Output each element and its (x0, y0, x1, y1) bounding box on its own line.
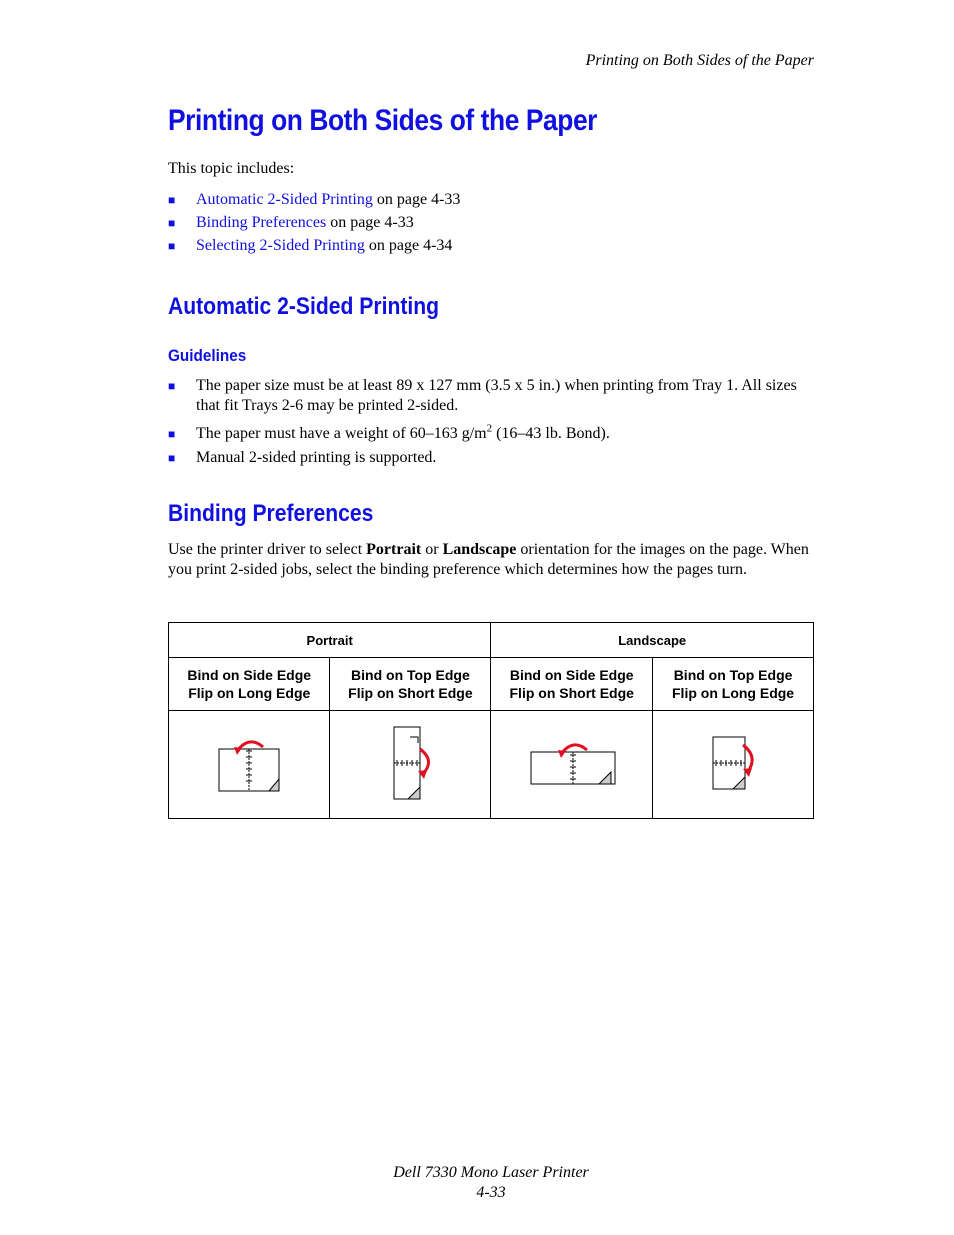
square-bullet-icon: ■ (168, 193, 176, 207)
toc-link-binding[interactable]: Binding Preferences (196, 214, 327, 231)
toc-list (168, 190, 814, 256)
page-content (168, 100, 814, 819)
section-heading-binding: Binding Preferences (168, 500, 374, 527)
icon-cell (491, 711, 653, 819)
landscape-side-bind-icon (527, 738, 617, 788)
square-bullet-icon: ■ (168, 239, 176, 253)
square-bullet-icon: ■ (168, 379, 176, 393)
subheading-guidelines: Guidelines (168, 346, 247, 365)
square-bullet-icon: ■ (168, 451, 176, 465)
square-bullet-icon: ■ (168, 216, 176, 230)
icon-cell (169, 711, 330, 819)
footer-page-number: 4-33 (476, 1184, 506, 1201)
icon-cell (330, 711, 491, 819)
guidelines-list (168, 376, 814, 468)
portrait-side-bind-icon (209, 733, 289, 793)
col-header: Bind on Top Edge Flip on Short Edge (330, 658, 491, 711)
icon-cell (653, 711, 814, 819)
running-head: Printing on Both Sides of the Paper (585, 52, 814, 69)
intro-text: This topic includes: (168, 160, 295, 177)
guideline-item: ■ The paper size must be at least 89 x 127 mm (3.5 x 5 in.) when printing from Tray 1. All sizes that fit Trays 2-6 may be printed 2-sided. (168, 377, 797, 414)
toc-link-selecting[interactable]: Selecting 2-Sided Printing (196, 237, 365, 254)
page-title: Printing on Both Sides of the Paper (168, 104, 598, 137)
section-heading-automatic: Automatic 2-Sided Printing (168, 293, 440, 320)
square-bullet-icon: ■ (168, 427, 176, 441)
header-portrait: Portrait (169, 623, 491, 658)
toc-item: ■ Automatic 2-Sided Printing on page 4-33 (168, 191, 461, 208)
header-landscape: Landscape (491, 623, 814, 658)
guideline-item: ■ The paper must have a weight of 60–163 $g/m^2$ (16–43 lb. Bond). (168, 422, 610, 442)
toc-item: ■ Binding Preferences on page 4-33 (168, 214, 414, 231)
binding-table (168, 622, 814, 819)
landscape-top-bind-icon (703, 733, 763, 793)
toc-item: ■ Selecting 2-Sided Printing on page 4-34 (168, 237, 453, 254)
footer-product: Dell 7330 Mono Laser Printer (393, 1164, 589, 1181)
guideline-item: ■ Manual 2-sided printing is supported. (168, 449, 437, 466)
binding-paragraph: Use the printer driver to select Portrait or Landscape orientation for the images on the page. When you print 2-sided jobs, select the binding preference which determines how the pages turn. (168, 541, 809, 578)
col-header: Bind on Side Edge Flip on Short Edge (491, 658, 653, 711)
page-footer (0, 1163, 954, 1203)
col-header: Bind on Side Edge Flip on Long Edge (169, 658, 330, 711)
toc-link-automatic[interactable]: Automatic 2-Sided Printing (196, 191, 373, 208)
col-header: Bind on Top Edge Flip on Long Edge (653, 658, 814, 711)
portrait-top-bind-icon (380, 723, 440, 803)
